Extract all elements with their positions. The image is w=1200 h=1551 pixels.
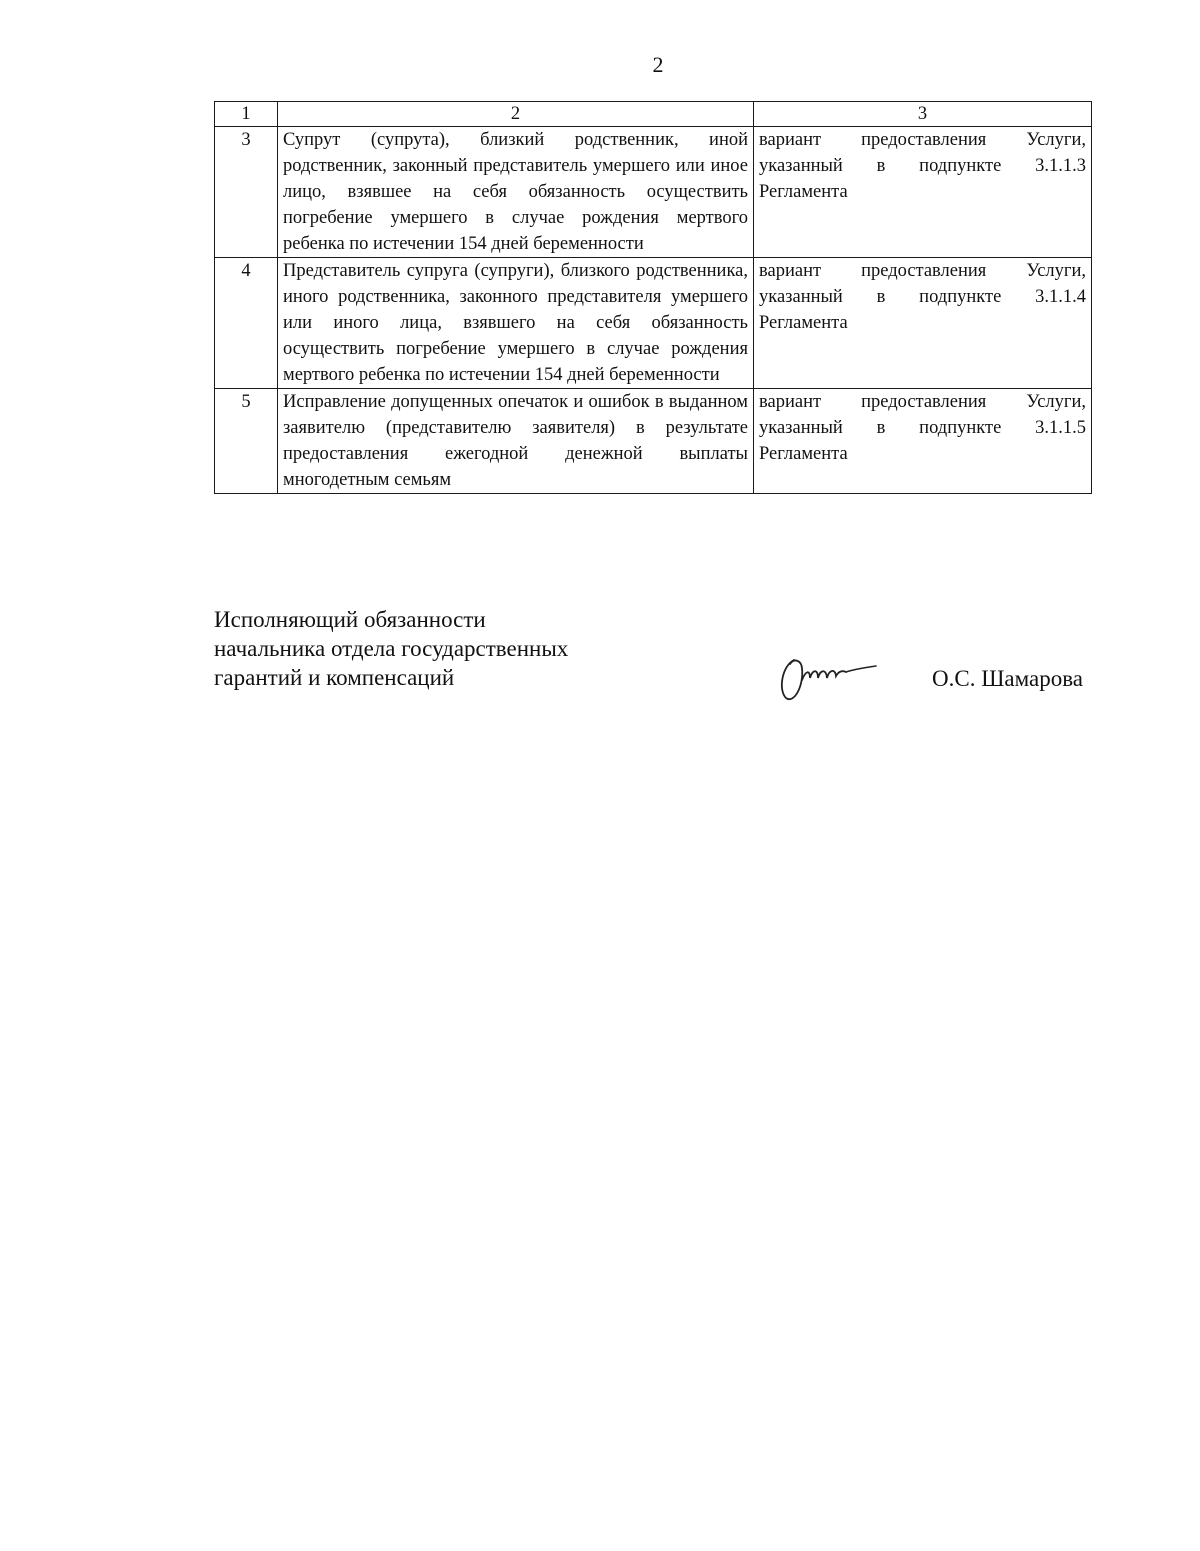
row-description: Представитель супруга (супруги), близкого родственника, иного родственника, законного представителя умершего или иного лица, взявшего на себя обязанность осуществить погребение умершего в случае рождения мертвого ребенка по истечении 154 дней беременности [278,258,754,389]
document-table [214,101,1092,494]
row-variant: вариант предоставления Услуги, указанный в подпункте 3.1.1.4 Регламента [754,258,1092,389]
table-header-row [215,102,1092,127]
row-number: 3 [215,127,278,258]
page-number: 2 [652,52,664,77]
row-variant: вариант предоставления Услуги, указанный в подпункте 3.1.1.3 Регламента [754,127,1092,258]
table-row [215,258,1092,389]
table-row [215,389,1092,494]
row-description: Исправление допущенных опечаток и ошибок в выданном заявителю (представителю заявителя) в результате предоставления ежегодной денежной выплаты многодетным семьям [278,389,754,494]
signer-position [214,605,568,692]
signer-name: О.С. Шамарова [932,666,1083,691]
handwritten-signature [772,646,882,706]
signer-position-line: Исполняющий обязанности [214,607,486,632]
signer-position-line: гарантий и компенсаций [214,665,455,690]
row-variant: вариант предоставления Услуги, указанный в подпункте 3.1.1.5 Регламента [754,389,1092,494]
row-number: 5 [215,389,278,494]
row-number: 4 [215,258,278,389]
table-row [215,127,1092,258]
column-header-2: 2 [278,102,754,127]
row-description: Супрут (супрута), близкий родственник, иной родственник, законный представитель умершего или иное лицо, взявшее на себя обязанность осуществить погребение умершего в случае рождения мертвого ребенка по истечении 154 дней беременности [278,127,754,258]
signer-position-line: начальника отдела государственных [214,636,569,661]
column-header-1: 1 [215,102,278,127]
column-header-3: 3 [754,102,1092,127]
